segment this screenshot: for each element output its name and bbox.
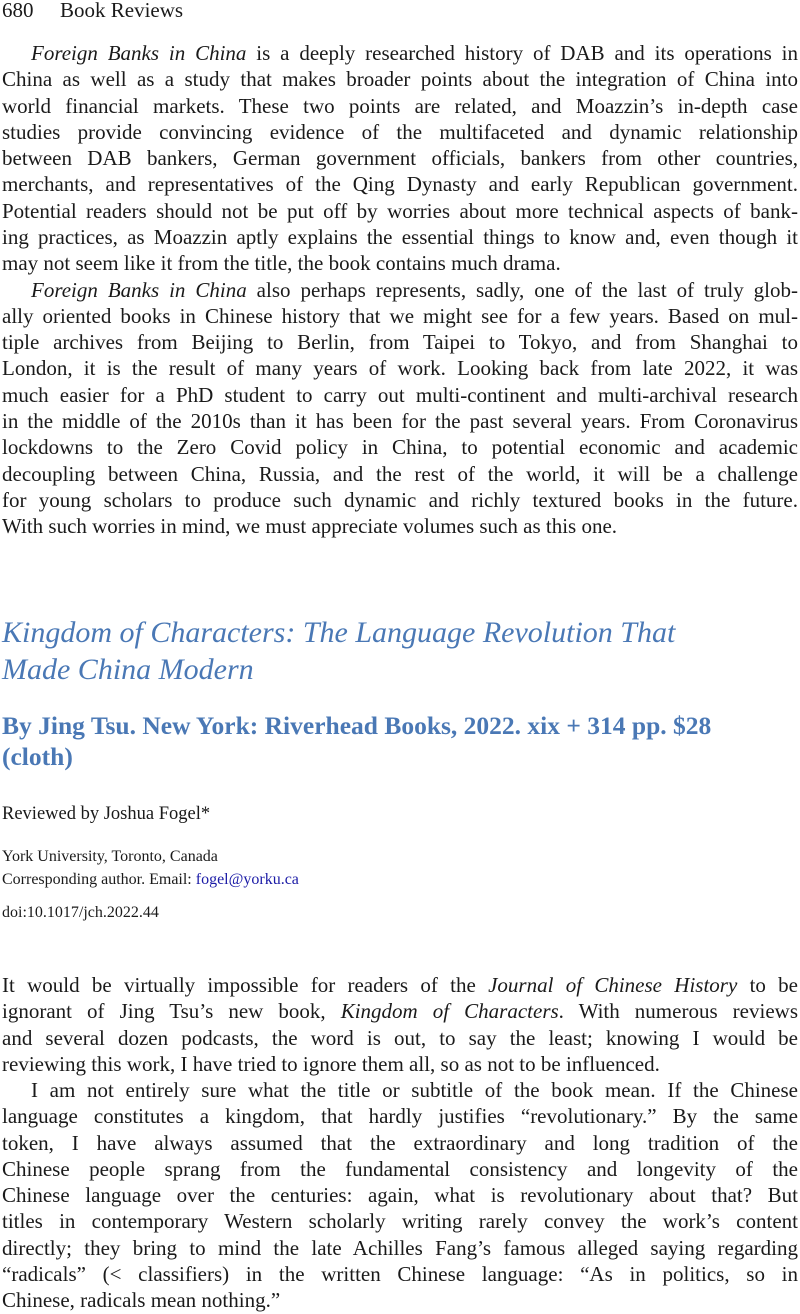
corresponding-author [2,868,299,891]
text-line: lockdowns to the Zero Covid policy in China, to potential economic and academic [2,435,798,460]
text-line: I am not entirely sure what the title or subtitle of the book mean. If the Chinese [31,1078,798,1102]
review-book-title [2,614,798,688]
text-span: is a deeply researched history of DAB and its operations in [246,41,798,65]
text-line: Potential readers should not be put off by worries about more technical aspects of bank- [2,198,798,223]
journal-title-italic: Journal of Chinese History [488,973,738,997]
text-span: It would be virtually impossible for readers of the [2,973,489,997]
corresponding-label: Corresponding author. Email: [2,871,196,888]
title-line: Made China Modern [2,653,254,686]
text-line: may not seem like it from the title, the book contains much drama. [2,251,561,276]
text-line: and several dozen podcasts, the word is out, to say the least; knowing I would be [2,1025,798,1050]
text-line: in the middle of the 2010s than it has been for the past several years. From Coronavirus [2,408,798,433]
text-line: for young scholars to produce such dynamic and richly textured books in the future. [2,487,798,512]
text-line: much easier for a PhD student to carry out multi-continent and multi-archival research [2,382,798,407]
subtitle-line: By Jing Tsu. New York: Riverhead Books, 2022. xix + 314 pp. $28 [2,711,712,740]
section-title: Book Reviews [60,0,184,22]
email-link[interactable]: fogel@yorku.ca [195,871,299,888]
text-line: token, I have always assumed that the extraordinary and long tradition of the [2,1130,798,1155]
text-line [2,277,798,303]
text-span: to be [737,973,799,997]
text-line: between DAB bankers, German government officials, bankers from other countries, [2,146,798,171]
text-line: ally oriented books in Chinese history that we might see for a few years. Based on mul- [2,303,798,328]
text-line [2,972,798,998]
text-line: With such worries in mind, we must appreciate volumes such as this one. [2,514,618,539]
text-line: ing practices, as Moazzin aptly explains the essential things to know and, even though it [2,225,798,250]
text-line: “radicals” (< classifiers) in the written Chinese language: “As in politics, so in [2,1262,798,1287]
reviewer-byline: Reviewed by Joshua Fogel* [2,804,211,824]
subtitle-line: (cloth) [2,742,73,771]
prev-review-paragraph-2 [2,277,798,540]
text-line: titles in contemporary Western scholarly writing rarely convey the work’s content [2,1209,798,1234]
page-number: 680 [2,0,34,22]
doi: doi:10.1017/jch.2022.44 [2,904,159,921]
author-affiliation [2,845,299,891]
text-line [2,40,798,66]
text-line: London, it is the result of many years of work. Looking back from late 2022, it was [2,356,798,381]
review-paragraph-1 [2,972,798,1077]
text-line: Chinese, radicals mean nothing.” [2,1288,281,1313]
text-line: China as well as a study that makes broader points about the integration of China into [2,67,798,92]
affiliation-text: York University, Toronto, Canada [2,848,218,865]
text-line: language constitutes a kingdom, that hardly justifies “revolutionary.” By the same [2,1104,798,1129]
text-line: decoupling between China, Russia, and the rest of the world, it will be a challenge [2,461,798,486]
review-bibliographic-info [2,710,798,772]
text-line: Chinese language over the centuries: again, what is revolutionary about that? But [2,1183,798,1208]
text-line: directly; they bring to mind the late Achilles Fang’s famous alleged saying regarding [2,1235,798,1260]
text-line [2,998,798,1024]
book-title-italic: Foreign Banks in China [31,277,247,302]
text-line: tiple archives from Beijing to Berlin, from Taipei to Tokyo, and from Shanghai to [2,330,798,355]
text-line: Chinese people sprang from the fundamental consistency and longevity of the [2,1156,798,1181]
text-line: world financial markets. These two points are related, and Moazzin’s in-depth case [2,93,798,118]
text-span: also perhaps represents, sadly, one of the last of truly glob- [246,277,798,302]
book-title-italic: Kingdom of Characters [340,999,559,1024]
review-paragraph-2 [2,1077,798,1314]
book-title-italic: Foreign Banks in China [31,41,247,65]
text-span: ignorant of Jing Tsu’s new book, [2,999,341,1024]
text-span: . With numerous reviews [558,999,798,1024]
prev-review-paragraph-1 [2,40,798,277]
text-line: merchants, and representatives of the Qing Dynasty and early Republican government. [2,172,798,197]
text-line: reviewing this work, I have tried to ignore them all, so as not to be influenced. [2,1051,660,1076]
text-line: studies provide convincing evidence of the multifaceted and dynamic relationship [2,119,798,144]
running-head [2,0,183,23]
title-line: Kingdom of Characters: The Language Revolution That [2,616,676,649]
